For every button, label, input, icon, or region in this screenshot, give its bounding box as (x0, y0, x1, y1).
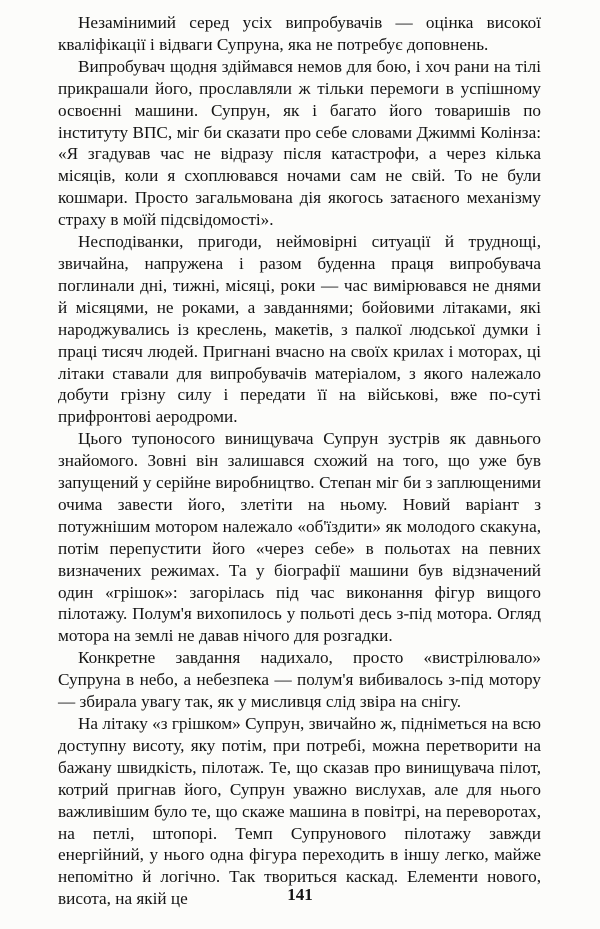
page-number: 141 (287, 885, 313, 904)
paragraph-3: Несподіванки, пригоди, неймовірні ситуації й труднощі, звичайна, напружена і разом буденна праця випробувача поглинали дні, тижні, місяці, роки — час вимірювався не днями й місяцями, не роками, а завданнями; бойовими літаками, які народжувались із креслень, макетів, з палкої людської думки і праці тисяч людей. Пригнані вчасно на своїх крилах і моторах, ці літаки ставали для випробувачів матеріалом, з якого належало добути грізну силу і передати її на військові, вже по-суті прифронтові аеродроми. (58, 232, 541, 427)
body-text (58, 12, 541, 910)
paragraph-4: Цього тупоносого винищувача Супрун зустрів як давнього знайомого. Зовні він залишався схожий на того, що уже був запущений у серійне виробництво. Степан міг би з заплющеними очима завести його, злетіти на ньому. Новий варіант з потужнішим мотором належало «об'їздити» як молодого скакуна, потім перепустити його «через себе» в польотах на певних визначених режимах. Та у біографії машини був відзначений один «грішок»: загорілась під час виконання фігур вищого пілотажу. Полум'я вихопилось у польоті десь з-під мотора. Огляд мотора на землі не давав нічого для розгадки. (58, 429, 541, 646)
paragraph-5: Конкретне завдання надихало, просто «вистрілювало» Супруна в небо, а небезпека — полум'я вибивалось з-під мотору — збирала увагу так, як у мисливця слід звіра на снігу. (58, 648, 541, 712)
paragraph-1: Незамінимий серед усіх випробувачів — оцінка високої кваліфікації і відваги Супруна, яка не потребує доповнень. (58, 13, 541, 54)
paragraph-2: Випробувач щодня здіймався немов для бою, і хоч рани на тілі прикрашали його, прославляли ж тільки перемоги в успішному освоєнні машини. Супрун, як і багато його товаришів по інституту ВПС, міг би сказати про себе словами Джиммі Колінза: «Я згадував час не відразу після катастрофи, а через кілька місяців, коли я схоплювався ночами сам не свій. То не були кошмари. Просто загальмована дія якогось затаєного механізму страху в моїй підсвідомості». (58, 56, 541, 230)
paragraph-6: На літаку «з грішком» Супрун, звичайно ж, підніметься на всю доступну висоту, яку потім, при потребі, можна перетворити на бажану швидкість, пілотаж. Те, що сказав про винищувача пілот, котрий пригнав його, Супрун уважно вислухав, але для нього важливішим було те, що скаже машина в повітрі, на переворотах, на петлі, штопорі. Темп Супрунового пілотажу завжди енергійний, у нього одна фігура переходить в іншу легко, майже непомітно й логічно. Так твориться каскад. Елементи нового, висота, на якій це (58, 714, 541, 909)
